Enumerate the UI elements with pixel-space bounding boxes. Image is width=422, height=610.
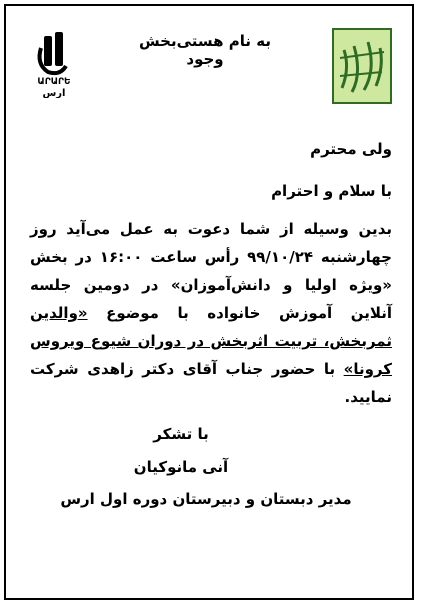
- logo-caption-armenian: ԱՐԱՐԵ: [37, 77, 71, 87]
- greeting: با سلام و احترام: [271, 182, 392, 200]
- body-text-part1: بدین وسیله از شما دعوت به عمل می‌آید روز چهارشنبه ۹۹/۱۰/۲۴ رأس ساعت ۱۶:۰۰ در بخش «ویژه اولیا و دانش‌آموزان» در دومین جلسه آنلاین آموزش خانواده با موضوع: [30, 220, 392, 322]
- salutation: ولی محترم: [310, 140, 392, 158]
- body-text-part2: با حضور جناب آقای دکتر زاهدی شرکت نمایید.: [30, 360, 392, 406]
- signer-title: مدیر دبستان و دبیرستان دوره اول ارس: [60, 490, 352, 508]
- body-topic-underlined: «والدین ثمربخش، تربیت اثربخش در دوران شیوع ویروس کرونا»: [30, 304, 392, 378]
- page-title: به نام هستی‌بخش وجود: [138, 32, 272, 68]
- letter-body: [30, 215, 392, 411]
- signer-name: آنی مانوکیان: [133, 458, 229, 476]
- calligraphy-logo: [332, 28, 392, 104]
- logo-caption-persian: ارس: [42, 88, 66, 98]
- closing: با تشکر: [153, 425, 209, 443]
- school-logo: [30, 28, 78, 98]
